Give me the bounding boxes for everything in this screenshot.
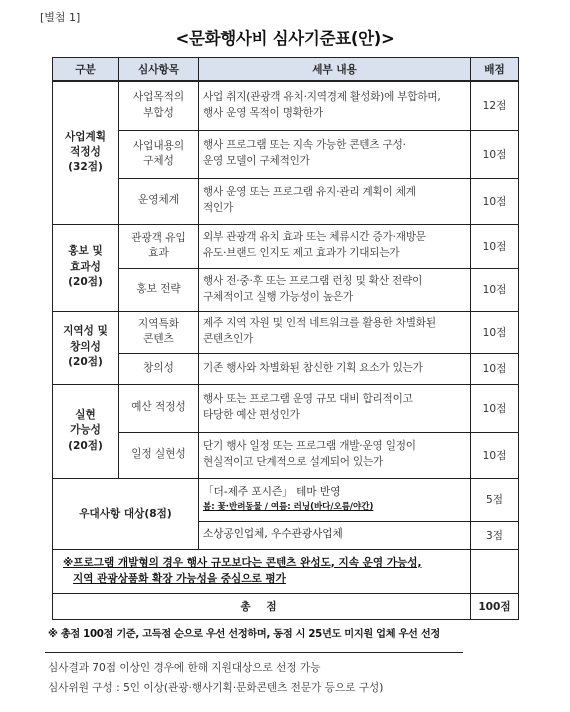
table-row (53, 130, 519, 178)
score-cell: 10점 (471, 353, 519, 384)
table-row (53, 432, 519, 478)
divider (45, 652, 463, 653)
season-theme-note: 봄: 꽃·반려동물 / 여름: 러닝(바다/오름/야간) (203, 502, 374, 513)
detail-cell: 행사 또는 프로그램 운영 규모 대비 합리적이고 타당한 예산 편성인가 (199, 384, 471, 432)
category-cell: 지역성 및 창의성 (20점) (53, 311, 119, 384)
total-score: 100점 (471, 593, 519, 619)
preference-detail: 소상공인업체, 우수관광사업체 (199, 521, 471, 549)
total-label: 총 점 (53, 593, 471, 619)
table-row (53, 353, 519, 384)
item-cell: 홍보 전략 (119, 268, 199, 311)
item-cell: 지역특화 콘텐츠 (119, 311, 199, 353)
preference-detail: 「더-제주 포시즌」 테마 반영 봄: 꽃·반려동물 / 여름: 러닝(바다/오름/야간) (199, 478, 471, 521)
header-detail: 세부 내용 (199, 58, 471, 82)
page-title: <문화행사비 심사기준표(안)> (175, 29, 395, 48)
item-cell: 관광객 유입 효과 (119, 224, 199, 268)
item-cell: 일정 실현성 (119, 432, 199, 478)
table-row (53, 224, 519, 268)
note-row (53, 549, 519, 593)
category-cell: 홍보 및 효과성 (20점) (53, 224, 119, 311)
note-score-empty (471, 549, 519, 593)
item-cell: 예산 적정성 (119, 384, 199, 432)
total-row (53, 593, 519, 619)
item-cell: 사업내용의 구체성 (119, 130, 199, 178)
score-cell: 10점 (471, 130, 519, 178)
score-cell: 3점 (471, 521, 519, 549)
score-cell: 10점 (471, 432, 519, 478)
score-cell: 5점 (471, 478, 519, 521)
header-category: 구분 (53, 58, 119, 82)
score-cell: 10점 (471, 384, 519, 432)
item-cell: 사업목적의 부합성 (119, 81, 199, 130)
bottom-line-2: 심사위원 구성 : 5인 이상(관광·행사기획·문화콘텐츠 전문가 등으로 구성) (48, 682, 384, 694)
category-cell: 사업계획 적정성 (32점) (53, 81, 119, 224)
detail-cell: 행사 운영 또는 프로그램 유지·관리 계획이 체계 적인가 (199, 178, 471, 224)
score-cell: 10점 (471, 268, 519, 311)
footnote: ※ 총점 100점 기준, 고득점 순으로 우선 선정하며, 동점 시 25년도 미지원 업체 우선 선정 (48, 629, 440, 640)
bottom-line-1: 심사결과 70점 이상인 경우에 한해 지원대상으로 선정 가능 (48, 662, 321, 674)
table-row (53, 384, 519, 432)
detail-cell: 사업 취지(관광객 유치·지역경제 활성화)에 부합하며, 행사 운영 목적이 명확한가 (199, 81, 471, 130)
score-cell: 10점 (471, 311, 519, 353)
header-score: 배점 (471, 58, 519, 82)
evaluation-criteria-table (52, 57, 519, 620)
table-row (53, 311, 519, 353)
table-row (53, 268, 519, 311)
score-cell: 10점 (471, 224, 519, 268)
detail-cell: 행사 프로그램 또는 지속 가능한 콘텐츠 구성· 운영 모델이 구체적인가 (199, 130, 471, 178)
table-row (53, 478, 519, 521)
detail-cell: 외부 관광객 유치 효과 또는 체류시간 증가·재방문 유도·브랜드 인지도 제고 효과가 기대되는가 (199, 224, 471, 268)
category-cell: 실현 가능성 (20점) (53, 384, 119, 478)
score-cell: 12점 (471, 81, 519, 130)
table-header-row (53, 58, 519, 82)
preference-label: 우대사항 대상(8점) (53, 478, 199, 549)
item-cell: 창의성 (119, 353, 199, 384)
evaluation-note: ※프로그램 개발형의 경우 행사 규모보다는 콘텐츠 완성도, 지속 운영 가능성, 지역 관광상품화 확장 가능성을 중심으로 평가 (53, 549, 471, 593)
table-row (53, 178, 519, 224)
detail-cell: 기존 행사와 차별화된 참신한 기획 요소가 있는가 (199, 353, 471, 384)
attachment-label: [별첨 1] (40, 11, 81, 24)
score-cell: 10점 (471, 178, 519, 224)
table-row (53, 81, 519, 130)
detail-cell: 행사 전·중·후 또는 프로그램 런칭 및 확산 전략이 구체적이고 실행 가능성이 높은가 (199, 268, 471, 311)
item-cell: 운영체계 (119, 178, 199, 224)
detail-cell: 단기 행사 일정 또는 프로그램 개발·운영 일정이 현실적이고 단계적으로 설계되어 있는가 (199, 432, 471, 478)
detail-cell: 제주 지역 자원 및 인적 네트워크를 활용한 차별화된 콘텐츠인가 (199, 311, 471, 353)
header-item: 심사항목 (119, 58, 199, 82)
